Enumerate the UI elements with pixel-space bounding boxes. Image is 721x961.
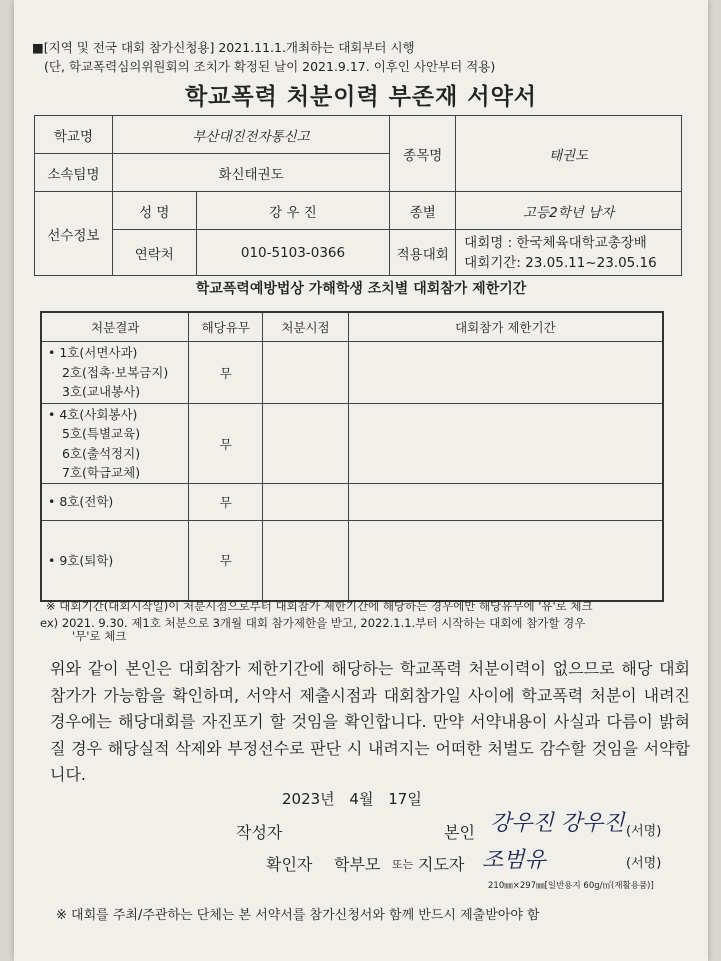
- table-row: [41, 342, 663, 404]
- result-cell: [41, 521, 189, 601]
- result-line: • 1호(서면사과): [48, 345, 138, 361]
- header-applicable: 해당유무: [189, 312, 263, 342]
- category-label: 종별: [390, 192, 456, 230]
- footnote-line-2: ex) 2021. 9.30. 제1호 처분으로 3개월 대회 참가제한을 받고, 2022.1.1.부터 시작하는 대회에 참가할 경우: [40, 616, 586, 630]
- applicable-cell: 무: [189, 404, 263, 484]
- competition-period: 대회기간: 23.05.11~23.05.16: [464, 254, 657, 271]
- team-value: 화신태권도: [112, 154, 389, 192]
- coach-seal-label: (서명): [626, 856, 662, 871]
- notice-line-2: (단, 학교폭력심의위원회의 조치가 확정된 날이 2021.9.17. 이후인 사안부터 적용): [44, 59, 496, 74]
- applicable-cell: 무: [189, 342, 263, 404]
- competition-label: 적용대회: [390, 230, 456, 276]
- document-title: 학교폭력 처분이력 부존재 서약서: [184, 84, 538, 110]
- result-cell: [41, 342, 189, 404]
- pledge-text: 위와 같이 본인은 대회참가 제한기간에 해당하는 학교폭력 처분이력이 없으므로 해당 대회 참가가 가능함을 확인하며, 서약서 제출시점과 대회참가일 사이에 학교폭력 처분이 내려진 경우에는 해당대회를 자진포기 할 것임을 확인합니다. 만약 서약내용이 사실과 다름이 밝혀질 경우 해당실적 삭제와 부정선수로 판단 시 내려지는 어떠한 처벌도 감수할 것임을 서약합니다.: [50, 659, 690, 784]
- player-info-label: 선수정보: [35, 192, 113, 276]
- notice-line-1: ■[지역 및 전국 대회 참가신청용] 2021.11.1.개최하는 대회부터 시행: [32, 40, 415, 55]
- restriction-cell: [348, 342, 663, 404]
- result-line: • 9호(퇴학): [48, 552, 114, 568]
- result-cell: [41, 484, 189, 521]
- header-restriction: 대회참가 제한기간: [348, 312, 663, 342]
- event-label: 종목명: [390, 116, 456, 192]
- disposition-table: [40, 311, 664, 602]
- footnote-line-3: '무'로 체크: [72, 629, 127, 643]
- restriction-cell: [348, 484, 663, 521]
- time-cell: [263, 521, 349, 601]
- header-result: 처분결과: [41, 312, 189, 342]
- restriction-cell: [348, 521, 663, 601]
- result-line: 6호(출석정지): [62, 445, 141, 461]
- event-value: 태권도: [456, 116, 682, 192]
- result-line: • 4호(사회봉사): [48, 406, 138, 422]
- name-label: 성 명: [112, 192, 196, 230]
- contact-value: 010-5103-0366: [196, 230, 390, 276]
- document-page: [14, 0, 708, 961]
- restriction-subtitle: 학교폭력예방법상 가해학생 조치별 대회참가 제한기간: [195, 281, 527, 297]
- bottom-note: ※ 대회를 주최/주관하는 단체는 본 서약서를 참가신청서와 함께 반드시 제출받아야 함: [56, 908, 540, 923]
- or-label: 또는: [392, 858, 414, 871]
- result-line: 2호(접촉·보복금지): [62, 364, 169, 380]
- time-cell: [263, 484, 349, 521]
- team-label: 소속팀명: [35, 154, 113, 192]
- confirm-label: 확인자: [266, 855, 313, 874]
- time-cell: [263, 342, 349, 404]
- result-line: 5호(특별교육): [62, 426, 141, 441]
- coach-signature: 조범유: [482, 848, 546, 873]
- coach-label: 지도자: [418, 855, 465, 874]
- signing-date: 2023년 4월 17일: [282, 790, 422, 808]
- player-info-table: [34, 115, 682, 276]
- footnote-line-1: ※ 대회기간(대회시작일)이 처분시점으로부터 대회참가 제한기간에 해당하는 경우에만 해당유무에 '유'로 체크: [46, 599, 593, 613]
- self-label: 본인: [444, 823, 475, 842]
- contact-label: 연락처: [112, 230, 196, 276]
- result-cell: [41, 404, 189, 484]
- result-line: 7호(학급교체): [62, 465, 141, 480]
- category-value: 고등2학년 남자: [456, 192, 682, 230]
- parent-label: 학부모: [334, 855, 381, 874]
- table-row: [41, 484, 663, 521]
- competition-cell: [456, 230, 682, 276]
- self-signature: 강우진 강우진: [490, 811, 625, 836]
- competition-name: 대회명 : 한국체육대학교총장배: [464, 234, 647, 251]
- pledge-paragraph: [50, 656, 690, 789]
- table-row: [41, 404, 663, 484]
- applicable-cell: 무: [189, 521, 263, 601]
- school-value: 부산대진전자통신고: [112, 116, 389, 154]
- paper-spec: 210㎜×297㎜[일반용지 60g/㎡(재활용품)]: [488, 881, 654, 891]
- restriction-cell: [348, 404, 663, 484]
- header-time: 처분시점: [263, 312, 349, 342]
- time-cell: [263, 404, 349, 484]
- self-seal-label: (서명): [626, 824, 662, 839]
- school-label: 학교명: [35, 116, 113, 154]
- result-line: 3호(교내봉사): [62, 384, 141, 400]
- author-label: 작성자: [236, 823, 283, 842]
- table-row: [41, 521, 663, 601]
- applicable-cell: 무: [189, 484, 263, 521]
- name-value: 강 우 진: [196, 192, 390, 230]
- result-line: • 8호(전학): [48, 494, 114, 510]
